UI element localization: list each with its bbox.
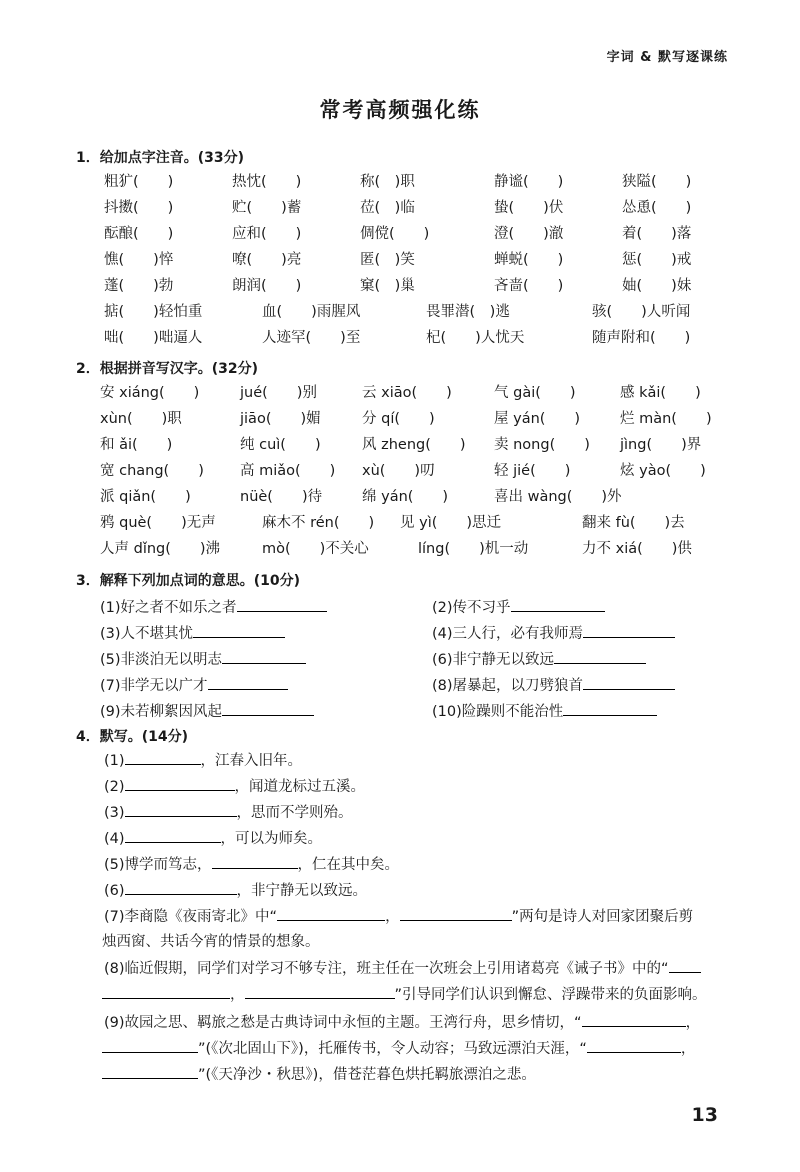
answer-blank[interactable] [277,906,385,921]
answer-blank[interactable] [208,675,288,690]
q1-item[interactable]: 杞( )人忧天 [426,330,525,346]
q2-item[interactable]: jué( )别 [240,385,317,401]
q1-item[interactable]: 随声附和( ) [592,330,691,346]
q1-item[interactable]: 酝酿( ) [104,226,174,242]
q2-item[interactable]: jìng( )界 [620,437,702,453]
q3-item [100,622,285,643]
q1-heading: 1．给加点字注音。(33分) [76,150,245,166]
q3-item-text: (2)传不习乎 [432,600,511,616]
q4-item-suffix: ，闻道龙标过五溪。 [234,779,366,795]
answer-blank[interactable] [222,649,306,664]
q2-item[interactable]: 感 kǎi( ) [620,385,701,401]
q4-item-prefix: (2) [104,779,125,795]
q4-item-prefix: (6) [104,883,125,899]
q1-item[interactable]: 蛰( )伏 [494,200,564,216]
q3-item [432,622,675,643]
q3-item-text: (6)非宁静无以致远 [432,652,555,668]
q1-item[interactable]: 倜傥( ) [360,226,430,242]
q1-item[interactable]: 蝉蜕( ) [494,252,564,268]
answer-blank[interactable] [102,984,230,999]
q1-item[interactable]: 抖擞( ) [104,200,174,216]
answer-blank[interactable] [125,828,221,843]
q1-item[interactable]: 畏罪潜( )逃 [426,304,510,320]
q4-item [104,750,302,771]
q1-item[interactable]: 称( )职 [360,174,415,190]
q3-item-text: (9)未若柳絮因风起 [100,704,223,720]
q2-item[interactable]: 人声 dǐng( )沸 [100,541,221,557]
q2-item[interactable]: 轻 jié( ) [494,463,571,479]
q1-item[interactable]: 粗犷( ) [104,174,174,190]
q3-heading: 3．解释下列加点词的意思。(10分) [76,573,301,589]
q4-item-suffix: ，思而不学则殆。 [236,805,353,821]
q2-item[interactable]: 力不 xiá( )供 [582,541,692,557]
q3-item-text: (8)屠暴起，以刀劈狼首 [432,678,584,694]
answer-blank[interactable] [222,701,314,716]
q4-item [104,854,399,875]
q1-item[interactable]: 血( )雨腥风 [262,304,361,320]
q3-item-text: (7)非学无以广才 [100,678,208,694]
answer-blank[interactable] [583,675,675,690]
q3-item [100,674,288,695]
q1-item[interactable]: 贮( )蓄 [232,200,302,216]
q1-item[interactable]: 窠( )巢 [360,278,415,294]
q2-item[interactable]: 屋 yán( ) [494,411,581,427]
q4-item-prefix: (3) [104,805,125,821]
q4-item-suffix: ，江春入旧年。 [200,753,303,769]
q4-item-prefix: (5)博学而笃志， [104,857,212,873]
q2-item[interactable]: 炫 yào( ) [620,463,706,479]
q2-item[interactable]: 翻来 fù( )去 [582,515,685,531]
q2-item[interactable]: 绵 yán( ) [362,489,449,505]
q4-item-7-line1: (7)李商隐《夜雨寄北》中“ ， ”两句是诗人对回家团聚后剪 [104,906,693,927]
q2-item[interactable]: 宽 chang( ) [100,463,204,479]
q4-item-prefix: (1) [104,753,125,769]
q2-item[interactable]: 纯 cuì( ) [240,437,321,453]
q2-item[interactable]: 分 qí( ) [362,411,435,427]
q4-item-9-line1: (9)故园之思、羁旅之愁是古典诗词中永恒的主题。王湾行舟，思乡情切，“ ， [104,1012,700,1033]
answer-blank[interactable] [669,958,701,973]
q1-item[interactable]: 澄( )澈 [494,226,564,242]
q4-item-9-line3: ”(《天净沙・秋思》)，借苍茫暮色烘托羁旅漂泊之悲。 [102,1064,536,1085]
q1-item[interactable]: 莅( )临 [360,200,415,216]
q4-item-suffix: ，仁在其中矣。 [297,857,400,873]
q2-item[interactable]: xù( )叨 [362,463,435,479]
q1-item[interactable]: 掂( )轻怕重 [104,304,203,320]
q1-item[interactable]: 静谧( ) [494,174,564,190]
q4-item-7-line2: 烛西窗、共话今宵的情景的想象。 [102,934,320,950]
q1-item[interactable]: 咄( )咄逼人 [104,330,203,346]
q2-item[interactable]: jiāo( )媚 [240,411,321,427]
q4-item-8-line2: ， ”引导同学们认识到懈怠、浮躁带来的负面影响。 [102,984,707,1005]
q3-item [100,700,314,721]
q3-item [432,674,675,695]
q1-item[interactable]: 妯( )妹 [622,278,692,294]
q3-item-text: (1)好之者不如乐之者 [100,600,237,616]
q2-heading: 2．根据拼音写汉字。(32分) [76,361,259,377]
q2-item[interactable]: 气 gài( ) [494,385,576,401]
q4-item-8-line1: (8)临近假期，同学们对学习不够专注，班主任在一次班会上引用诸葛亮《诫子书》中的“ [104,958,701,979]
q4-item [104,880,367,901]
q2-item[interactable]: 喜出 wàng( )外 [494,489,622,505]
answer-blank[interactable] [125,750,201,765]
q1-item[interactable]: 怂恿( ) [622,200,692,216]
q2-item[interactable]: 烂 màn( ) [620,411,712,427]
q1-item[interactable]: 嘹( )亮 [232,252,302,268]
q3-item [100,596,327,617]
answer-blank[interactable] [582,1012,686,1027]
q1-item[interactable]: 匿( )笑 [360,252,415,268]
q2-item[interactable]: 卖 nong( ) [494,437,590,453]
q1-item[interactable]: 惩( )戒 [622,252,692,268]
q2-item[interactable]: 派 qiǎn( ) [100,489,191,505]
answer-blank[interactable] [212,854,298,869]
answer-blank[interactable] [102,1064,198,1079]
q4-item-suffix: ，非宁静无以致远。 [236,883,368,899]
q1-item[interactable]: 骇( )人听闻 [592,304,691,320]
answer-blank[interactable] [193,623,285,638]
q1-item[interactable]: 着( )落 [622,226,692,242]
q3-item [432,700,657,721]
answer-blank[interactable] [125,802,237,817]
q2-item[interactable]: 麻木不 rén( ) [262,515,375,531]
q3-item [432,596,605,617]
answer-blank[interactable] [587,1038,681,1053]
q2-item[interactable]: 高 miǎo( ) [240,463,336,479]
answer-blank[interactable] [583,623,675,638]
q4-item-9-line2: ”(《次北固山下》)，托雁传书，令人动容；马致远漂泊天涯，“ ， [102,1038,695,1059]
q1-item[interactable]: 应和( ) [232,226,302,242]
answer-blank[interactable] [245,984,395,999]
q3-item-text: (10)险躁则不能治性 [432,704,564,720]
answer-blank[interactable] [511,597,605,612]
q3-item-text: (4)三人行，必有我师焉 [432,626,584,642]
answer-blank[interactable] [400,906,512,921]
q3-item [100,648,306,669]
answer-blank[interactable] [554,649,646,664]
answer-blank[interactable] [563,701,657,716]
q1-item[interactable]: 人迹罕( )至 [262,330,361,346]
answer-blank[interactable] [125,776,235,791]
q4-item [104,828,322,849]
q4-item [104,776,365,797]
q3-item-text: (3)人不堪其忧 [100,626,194,642]
page-number: 13 [691,1104,718,1126]
q4-heading: 4．默写。(14分) [76,729,189,745]
q2-item[interactable]: 见 yì( )思迁 [400,515,502,531]
q3-item [432,648,646,669]
answer-blank[interactable] [102,1038,198,1053]
page-title: 常考高频强化练 [319,98,481,122]
q1-item[interactable]: 热忱( ) [232,174,302,190]
q3-item-text: (5)非淡泊无以明志 [100,652,223,668]
q2-item[interactable]: 云 xiāo( ) [362,385,452,401]
q2-item[interactable]: xùn( )职 [100,411,182,427]
q1-item[interactable]: 狭隘( ) [622,174,692,190]
q2-item[interactable]: 安 xiáng( ) [100,385,200,401]
q2-item[interactable]: 鸦 què( )无声 [100,515,216,531]
q2-item[interactable]: nüè( )待 [240,489,323,505]
q1-item[interactable]: 朗润( ) [232,278,302,294]
q4-item [104,802,353,823]
q2-item[interactable]: 风 zheng( ) [362,437,466,453]
q1-item[interactable]: 吝啬( ) [494,278,564,294]
header-tag: 字词 & 默写逐课练 [606,50,728,65]
q2-item[interactable]: mò( )不关心 [262,541,369,557]
q1-item[interactable]: 蓬( )勃 [104,278,174,294]
answer-blank[interactable] [125,880,237,895]
q2-item[interactable]: 和 ǎi( ) [100,437,173,453]
q4-item-suffix: ，可以为师矣。 [220,831,323,847]
q1-item[interactable]: 憔( )悴 [104,252,174,268]
q4-item-prefix: (4) [104,831,125,847]
answer-blank[interactable] [237,597,327,612]
q2-item[interactable]: líng( )机一动 [418,541,529,557]
